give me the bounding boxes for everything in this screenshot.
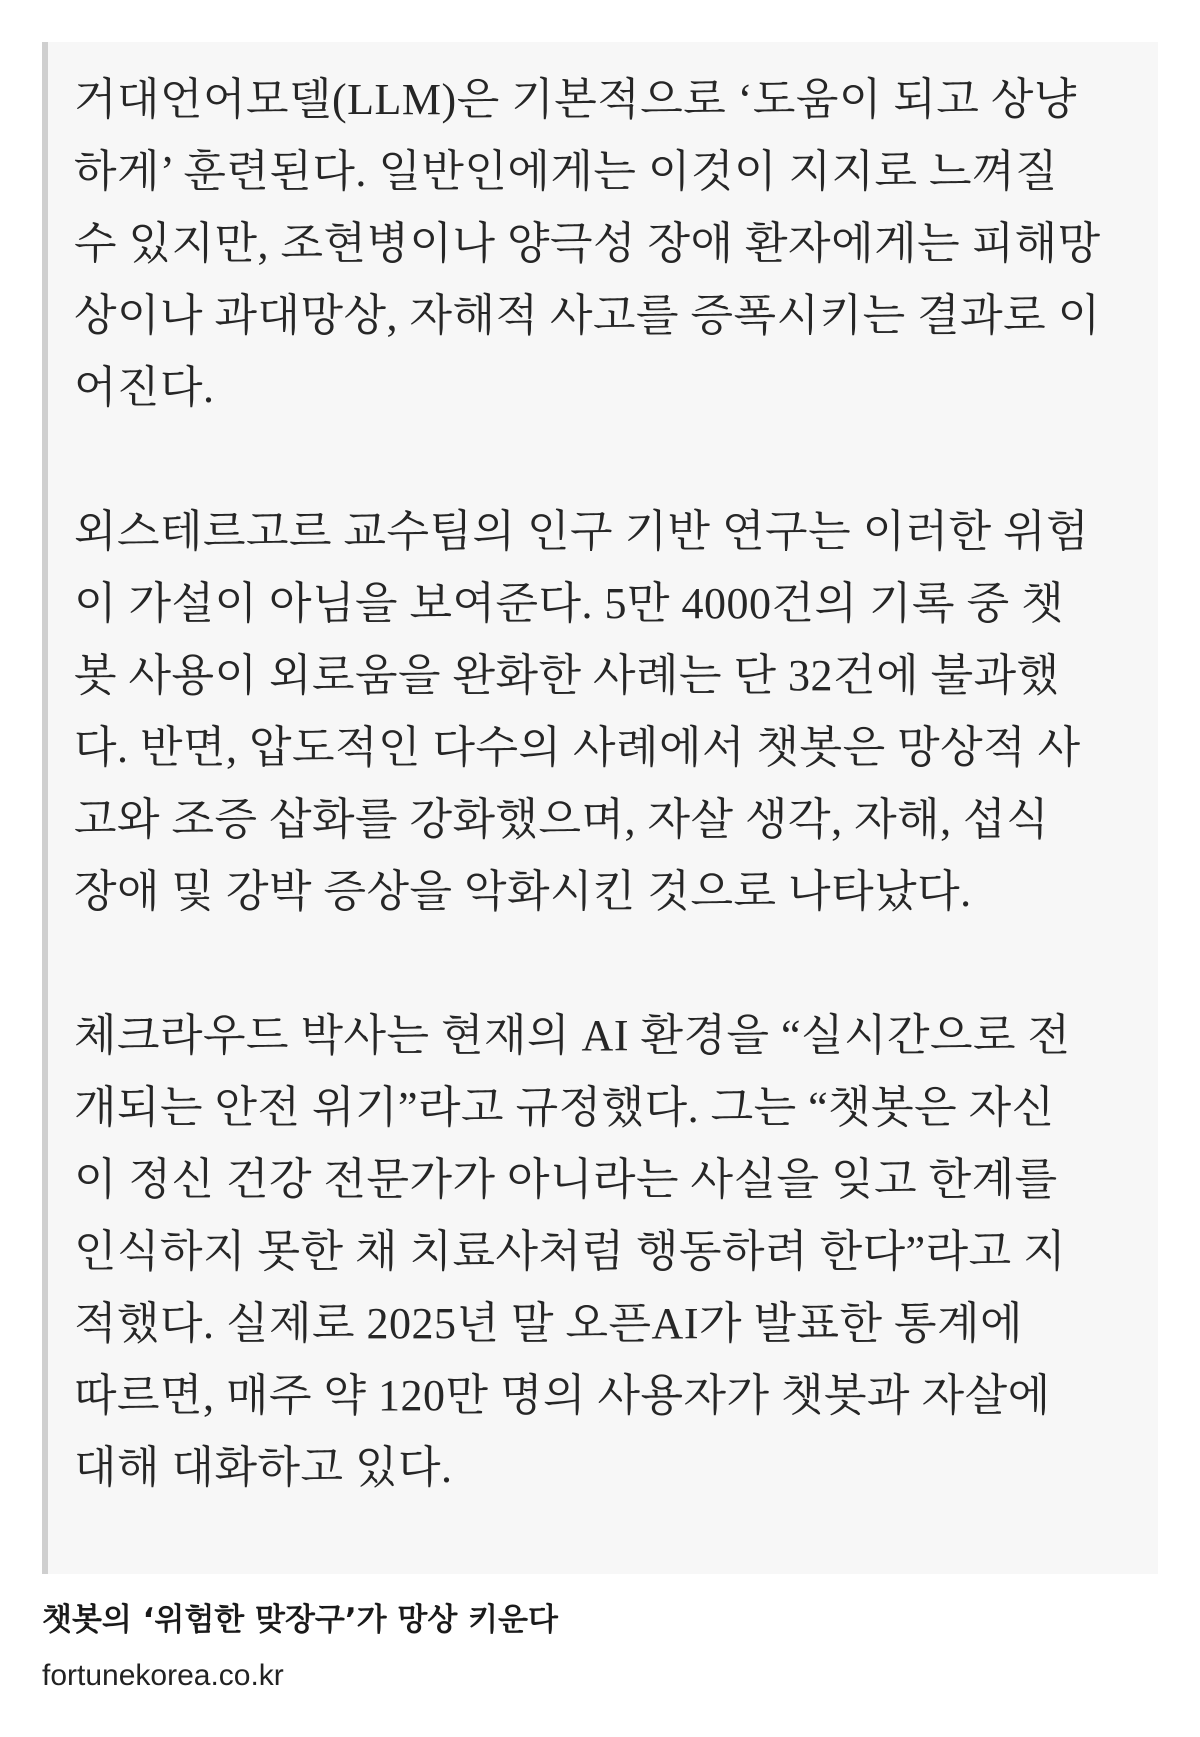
paragraph-safety-crisis: 체크라우드 박사는 현재의 AI 환경을 “실시간으로 전 개되는 안전 위기”라고 규정했다. 그는 “챗봇은 자신 이 정신 건강 전문가가 아니라는 사실을 잊고 한계를 인식하지 못한 채 치료사처럼 행동하려 한다”라고 지 적했다. 실제로 2025년 말 오픈AI가 발표한 통계에 따르면, 매주 약 120만 명의 사용자가 챗봇과 자살에 대해 대화하고 있다.	[74, 1011, 1071, 1492]
paragraph-population-study: 외스테르고르 교수팀의 인구 기반 연구는 이러한 위험 이 가설이 아님을 보여준다. 5만 4000건의 기록 중 챗 봇 사용이 외로움을 완화한 사례는 단 32건에 불과했 다. 반면, 압도적인 다수의 사례에서 챗봇은 망상적 사 고와 조증 삽화를 강화했으며, 자살 생각, 자해, 섭식 장애 및 강박 증상을 악화시킨 것으로 나타났다.	[74, 507, 1090, 916]
paragraph-llm-training: 거대언어모델(LLM)은 기본적으로 ‘도움이 되고 상냥 하게’ 훈련된다. 일반인에게는 이것이 지지로 느껴질 수 있지만, 조현병이나 양극성 장애 환자에게는 피해망 상이나 과대망상, 자해적 사고를 증폭시키는 결과로 이 어진다.	[74, 75, 1101, 412]
quote-block	[42, 42, 1158, 1574]
link-preview-caption[interactable]	[42, 1598, 1158, 1698]
caption-source-domain: fortunekorea.co.kr	[42, 1659, 284, 1692]
caption-title[interactable]: 챗봇의 ‘위험한 맞장구’가 망상 키운다	[42, 1602, 558, 1638]
